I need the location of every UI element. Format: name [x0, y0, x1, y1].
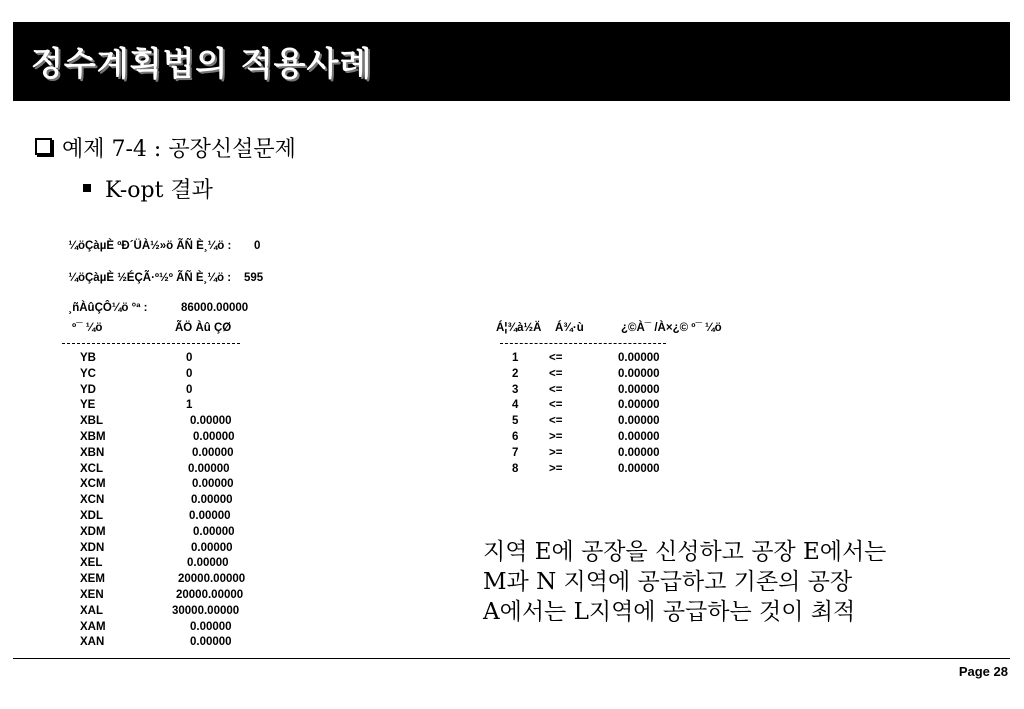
table-row [512, 384, 732, 400]
var-name: XAL [80, 604, 103, 617]
checkbox-bullet-icon [35, 138, 52, 155]
summary-label: ¸ñÀûÇÔ¼ö °ª : [68, 302, 148, 314]
table-row [80, 605, 280, 621]
var-name: XDN [80, 541, 105, 554]
var-name: YC [80, 367, 96, 380]
table-row [80, 352, 280, 368]
var-value: 30000.00000 [172, 604, 240, 617]
con-operator: >= [549, 430, 563, 443]
var-table-header-val: ÃÖ Àû ÇØ [175, 322, 232, 334]
table-row [80, 557, 280, 573]
con-operator: <= [549, 383, 563, 396]
table-row [80, 573, 280, 589]
var-value: 0 [186, 367, 193, 380]
summary-value: 86000.00000 [181, 302, 249, 314]
summary-value: 595 [244, 272, 264, 284]
summary-line-2 [62, 260, 264, 284]
page-number: Page 28 [958, 664, 1008, 679]
var-value: 0.00000 [188, 462, 230, 475]
con-operator: >= [549, 462, 563, 475]
table-row [80, 542, 280, 558]
var-value: 0.00000 [190, 415, 232, 428]
summary-value: 0 [254, 240, 261, 252]
var-value: 0.00000 [193, 525, 235, 538]
var-value: 20000.00000 [176, 588, 244, 601]
table-row [512, 431, 732, 447]
con-value: 0.00000 [618, 352, 660, 364]
table-row [80, 447, 280, 463]
var-value: 0 [186, 383, 193, 396]
table-row [512, 352, 732, 368]
table-row [512, 399, 732, 415]
var-name: XBM [80, 430, 106, 443]
con-operator: <= [549, 415, 563, 428]
var-name: XCN [80, 494, 105, 507]
summary-label: ¼öÇàµÈ ºÐ´ÜÀ½»ö ÃÑ È¸¼ö : [68, 240, 232, 252]
slide-title: 정수계획법의 적용사례 [31, 44, 373, 83]
var-name: YB [80, 352, 96, 364]
var-name: XAN [80, 636, 105, 649]
var-value: 0.00000 [187, 557, 229, 570]
con-number: 6 [512, 430, 519, 443]
con-value: 0.00000 [618, 399, 660, 412]
var-name: XEL [80, 557, 103, 570]
var-value: 0.00000 [189, 509, 231, 522]
var-value: 1 [186, 399, 193, 412]
var-name: XBN [80, 446, 105, 459]
con-value: 0.00000 [618, 415, 660, 428]
table-row [80, 463, 280, 479]
table-row [512, 368, 732, 384]
table-row [80, 368, 280, 384]
table-row [80, 384, 280, 400]
table-row [80, 478, 280, 494]
con-value: 0.00000 [618, 367, 660, 380]
con-number: 1 [512, 352, 519, 364]
table-row [80, 431, 280, 447]
bullet-example-text: 예제 7-4 : 공장신설문제 [62, 137, 296, 162]
con-table-header-op: Á¾·ù [555, 322, 584, 334]
con-number: 8 [512, 462, 519, 475]
note-line: A에서는 L지역에 공급하는 것이 최적 [483, 599, 856, 625]
var-table-divider [62, 343, 240, 345]
con-value: 0.00000 [618, 446, 660, 459]
con-operator: <= [549, 352, 563, 364]
variable-table [80, 352, 280, 652]
table-row [80, 399, 280, 415]
con-operator: <= [549, 399, 563, 412]
con-table-header-val: ¿©À¯ /À×¿© º¯ ¼ö [621, 322, 722, 334]
var-name: XCM [80, 478, 106, 491]
bullet-result-text: K-opt 결과 [105, 178, 213, 203]
table-row [512, 447, 732, 463]
con-number: 7 [512, 446, 519, 459]
con-number: 4 [512, 399, 519, 412]
var-value: 0.00000 [190, 620, 232, 633]
constraint-table [512, 352, 732, 478]
var-value: 0.00000 [192, 446, 234, 459]
con-number: 5 [512, 415, 519, 428]
con-number: 3 [512, 383, 519, 396]
summary-label: ¼öÇàµÈ ½ÉÇÃ·º½º ÃÑ È¸¼ö : [68, 272, 232, 284]
var-value: 0.00000 [193, 430, 235, 443]
table-row [80, 636, 280, 652]
square-bullet-icon [83, 184, 91, 192]
table-row [80, 526, 280, 542]
title-bar [13, 22, 1010, 101]
conclusion-note [483, 537, 886, 627]
con-value: 0.00000 [618, 462, 660, 475]
table-row [80, 621, 280, 637]
con-number: 2 [512, 367, 519, 380]
con-operator: >= [549, 446, 563, 459]
con-value: 0.00000 [618, 430, 660, 443]
var-name: XBL [80, 415, 103, 428]
var-name: XEN [80, 588, 104, 601]
note-line: M과 N 지역에 공급하고 기존의 공장 [483, 569, 853, 595]
var-name: XDL [80, 509, 103, 522]
con-table-header-n: Á¦¾à½Ä [496, 322, 542, 334]
table-row [512, 463, 732, 479]
bullet-example [35, 132, 296, 163]
table-row [80, 510, 280, 526]
var-value: 0.00000 [190, 636, 232, 649]
summary-line-3 [62, 290, 249, 314]
summary-line-1 [62, 228, 261, 252]
table-row [80, 589, 280, 605]
con-table-divider [500, 343, 666, 345]
var-name: YE [80, 399, 96, 412]
note-line: 지역 E에 공장을 신성하고 공장 E에서는 [483, 539, 887, 565]
var-name: XAM [80, 620, 106, 633]
var-value: 0.00000 [191, 494, 233, 507]
var-name: XDM [80, 525, 106, 538]
var-value: 0 [186, 352, 193, 364]
con-value: 0.00000 [618, 383, 660, 396]
var-name: XCL [80, 462, 103, 475]
var-value: 0.00000 [192, 478, 234, 491]
var-table-header-var: º¯ ¼ö [72, 322, 103, 334]
footer-divider [13, 658, 1010, 659]
table-row [512, 415, 732, 431]
var-value: 20000.00000 [178, 573, 246, 586]
con-operator: <= [549, 367, 563, 380]
var-name: YD [80, 383, 96, 396]
var-name: XEM [80, 573, 105, 586]
bullet-result [83, 173, 213, 204]
table-row [80, 494, 280, 510]
var-value: 0.00000 [191, 541, 233, 554]
table-row [80, 415, 280, 431]
